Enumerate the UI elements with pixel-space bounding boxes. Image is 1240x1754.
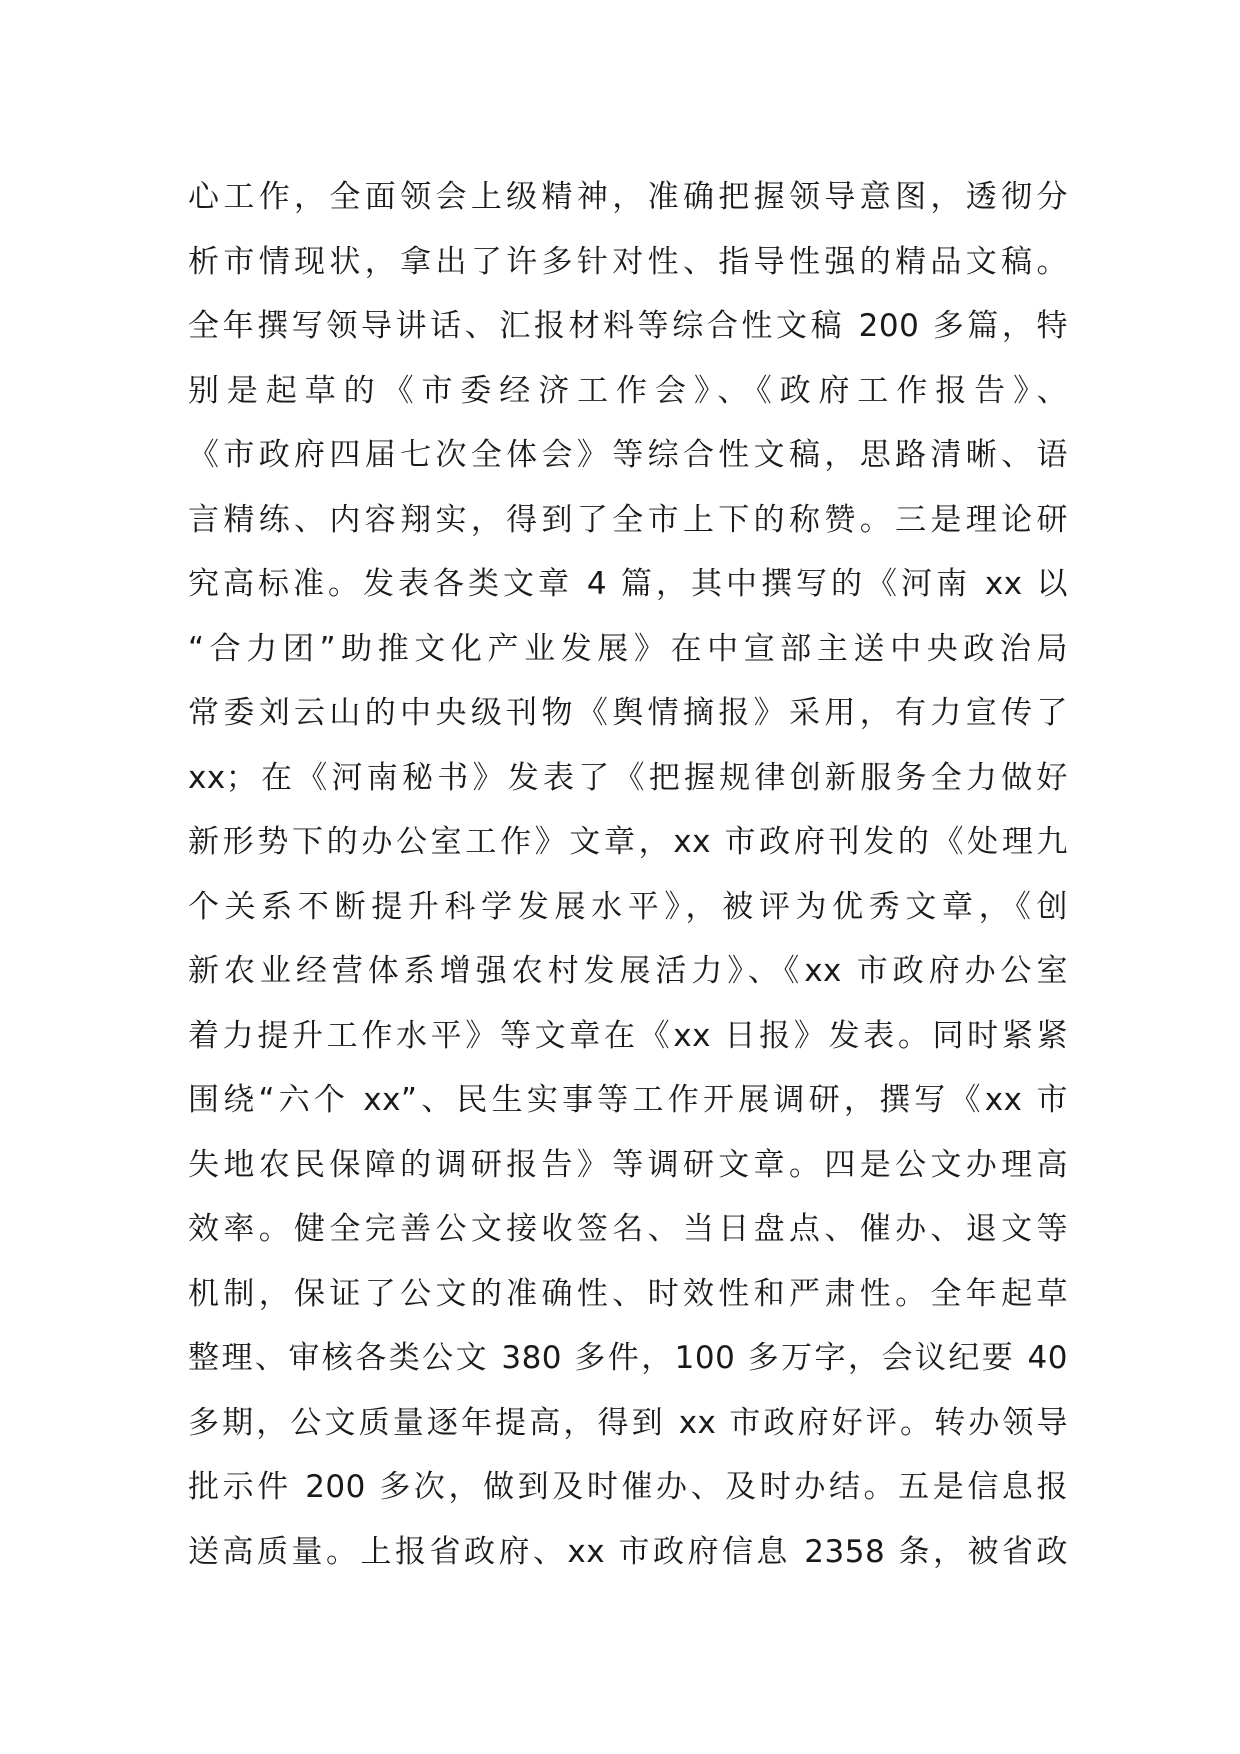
- text-line: 整理、审核各类公文 380 多件，100 多万字，会议纪要 40: [188, 1340, 1068, 1376]
- text-line: 新形势下的办公室工作》文章，xx 市政府刊发的《处理九: [188, 824, 1068, 860]
- text-line: 常委刘云山的中央级刊物《舆情摘报》采用，有力宣传了: [188, 695, 1068, 731]
- text-line: 析市情现状，拿出了许多针对性、指导性强的精品文稿。: [188, 243, 1068, 280]
- text-line: 《市政府四届七次全体会》等综合性文稿，思路清晰、语: [188, 437, 1068, 473]
- text-line: 多期，公文质量逐年提高，得到 xx 市政府好评。转办领导: [188, 1404, 1068, 1441]
- text-line: 究高标准。发表各类文章 4 篇，其中撰写的《河南 xx 以: [188, 566, 1068, 602]
- text-line: 个关系不断提升科学发展水平》，被评为优秀文章，《创: [188, 888, 1068, 925]
- text-line: 围绕“六个 xx”、民生实事等工作开展调研，撰写《xx 市: [188, 1082, 1068, 1118]
- text-line: 送高质量。上报省政府、xx 市政府信息 2358 条，被省政: [188, 1533, 1068, 1570]
- text-line: 失地农民保障的调研报告》等调研文章。四是公文办理高: [188, 1146, 1068, 1183]
- text-line: 心工作，全面领会上级精神，准确把握领导意图，透彻分: [188, 179, 1068, 215]
- text-line: 新农业经营体系增强农村发展活力》、《xx 市政府办公室: [188, 953, 1068, 989]
- text-line: 言精练、内容翔实，得到了全市上下的称赞。三是理论研: [188, 501, 1068, 538]
- text-line: 别是起草的《市委经济工作会》、《政府工作报告》、: [188, 372, 1068, 409]
- body-text: [188, 165, 1068, 1584]
- text-line: “合力团”助推文化产业发展》在中宣部主送中央政治局: [188, 630, 1068, 667]
- text-line: xx；在《河南秘书》发表了《把握规律创新服务全力做好: [188, 759, 1068, 796]
- text-line: 批示件 200 多次，做到及时催办、及时办结。五是信息报: [188, 1469, 1068, 1505]
- text-line: 效率。健全完善公文接收签名、当日盘点、催办、退文等: [188, 1211, 1068, 1247]
- text-line: 着力提升工作水平》等文章在《xx 日报》发表。同时紧紧: [188, 1017, 1068, 1054]
- text-line: 机制，保证了公文的准确性、时效性和严肃性。全年起草: [188, 1275, 1068, 1312]
- text-line: 全年撰写领导讲话、汇报材料等综合性文稿 200 多篇，特: [188, 308, 1068, 344]
